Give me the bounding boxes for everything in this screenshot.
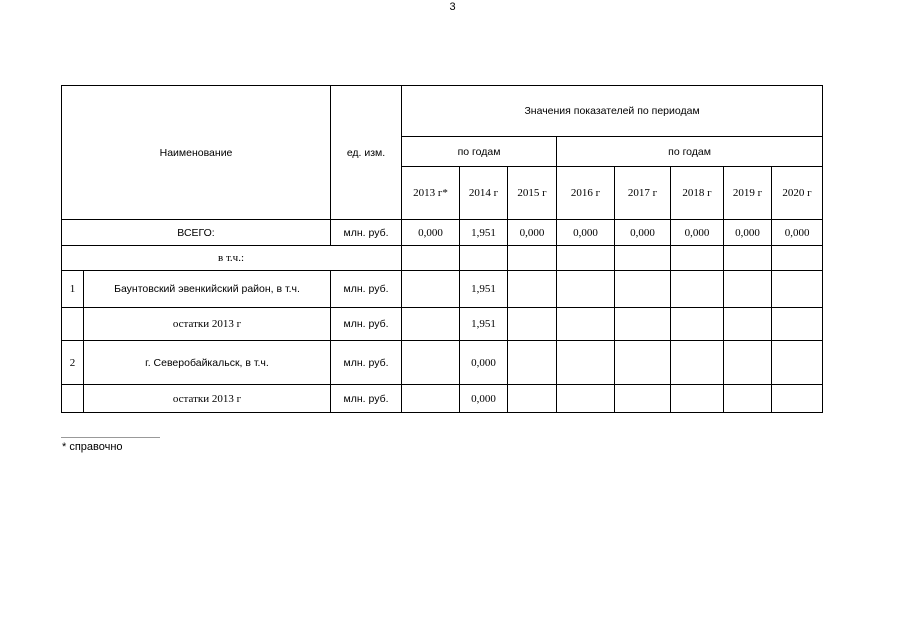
row-value bbox=[557, 385, 615, 413]
table-row bbox=[62, 385, 823, 413]
row-value bbox=[724, 308, 772, 341]
total-row bbox=[62, 220, 823, 246]
year-header: 2017 г bbox=[615, 167, 671, 220]
row-value bbox=[772, 341, 823, 385]
row-value bbox=[671, 308, 724, 341]
total-unit: млн. руб. bbox=[331, 220, 402, 246]
row-value bbox=[508, 385, 557, 413]
row-value bbox=[557, 271, 615, 308]
header-group-left: по годам bbox=[402, 137, 557, 167]
year-header: 2019 г bbox=[724, 167, 772, 220]
empty-cell bbox=[671, 246, 724, 271]
row-value bbox=[402, 271, 460, 308]
row-value bbox=[671, 341, 724, 385]
row-value bbox=[615, 341, 671, 385]
row-value bbox=[772, 385, 823, 413]
row-label: г. Северобайкальск, в т.ч. bbox=[84, 341, 331, 385]
row-value bbox=[402, 385, 460, 413]
total-value: 1,951 bbox=[460, 220, 508, 246]
row-value bbox=[557, 308, 615, 341]
total-value: 0,000 bbox=[615, 220, 671, 246]
row-value: 1,951 bbox=[460, 271, 508, 308]
table-row bbox=[62, 341, 823, 385]
total-value: 0,000 bbox=[508, 220, 557, 246]
row-value bbox=[724, 271, 772, 308]
row-unit: млн. руб. bbox=[331, 341, 402, 385]
header-values-title: Значения показателей по периодам bbox=[402, 86, 823, 137]
row-value bbox=[724, 385, 772, 413]
year-header: 2014 г bbox=[460, 167, 508, 220]
row-value bbox=[557, 341, 615, 385]
row-number bbox=[62, 308, 84, 341]
row-label: остатки 2013 г bbox=[84, 385, 331, 413]
empty-cell bbox=[402, 246, 460, 271]
row-number: 2 bbox=[62, 341, 84, 385]
row-value bbox=[671, 271, 724, 308]
row-unit: млн. руб. bbox=[331, 308, 402, 341]
total-value: 0,000 bbox=[557, 220, 615, 246]
page-number: 3 bbox=[449, 1, 456, 13]
row-value: 1,951 bbox=[460, 308, 508, 341]
indicators-table bbox=[61, 85, 823, 413]
header-row-1 bbox=[62, 86, 823, 137]
year-header: 2013 г* bbox=[402, 167, 460, 220]
total-value: 0,000 bbox=[671, 220, 724, 246]
row-value bbox=[671, 385, 724, 413]
total-value: 0,000 bbox=[402, 220, 460, 246]
table-row bbox=[62, 308, 823, 341]
row-number bbox=[62, 385, 84, 413]
header-group-right: по годам bbox=[557, 137, 823, 167]
total-label: ВСЕГО: bbox=[62, 220, 331, 246]
row-value bbox=[508, 271, 557, 308]
year-header: 2020 г bbox=[772, 167, 823, 220]
footnote: * справочно bbox=[62, 441, 123, 453]
total-value: 0,000 bbox=[724, 220, 772, 246]
total-value: 0,000 bbox=[772, 220, 823, 246]
row-value bbox=[724, 341, 772, 385]
row-unit: млн. руб. bbox=[331, 385, 402, 413]
row-value: 0,000 bbox=[460, 385, 508, 413]
row-value bbox=[615, 308, 671, 341]
row-label: Баунтовский эвенкийский район, в т.ч. bbox=[84, 271, 331, 308]
including-label: в т.ч.: bbox=[62, 246, 402, 271]
header-unit: ед. изм. bbox=[331, 86, 402, 220]
header-name: Наименование bbox=[62, 86, 331, 220]
year-header: 2015 г bbox=[508, 167, 557, 220]
year-header: 2018 г bbox=[671, 167, 724, 220]
table-row bbox=[62, 271, 823, 308]
empty-cell bbox=[772, 246, 823, 271]
empty-cell bbox=[724, 246, 772, 271]
footnote-divider bbox=[61, 437, 160, 438]
year-header: 2016 г bbox=[557, 167, 615, 220]
including-row bbox=[62, 246, 823, 271]
row-value bbox=[615, 385, 671, 413]
empty-cell bbox=[557, 246, 615, 271]
empty-cell bbox=[460, 246, 508, 271]
empty-cell bbox=[615, 246, 671, 271]
row-value bbox=[402, 341, 460, 385]
row-value: 0,000 bbox=[460, 341, 508, 385]
row-value bbox=[772, 271, 823, 308]
row-value bbox=[772, 308, 823, 341]
empty-cell bbox=[508, 246, 557, 271]
row-value bbox=[508, 308, 557, 341]
row-number: 1 bbox=[62, 271, 84, 308]
row-value bbox=[402, 308, 460, 341]
row-value bbox=[615, 271, 671, 308]
row-value bbox=[508, 341, 557, 385]
row-unit: млн. руб. bbox=[331, 271, 402, 308]
row-label: остатки 2013 г bbox=[84, 308, 331, 341]
